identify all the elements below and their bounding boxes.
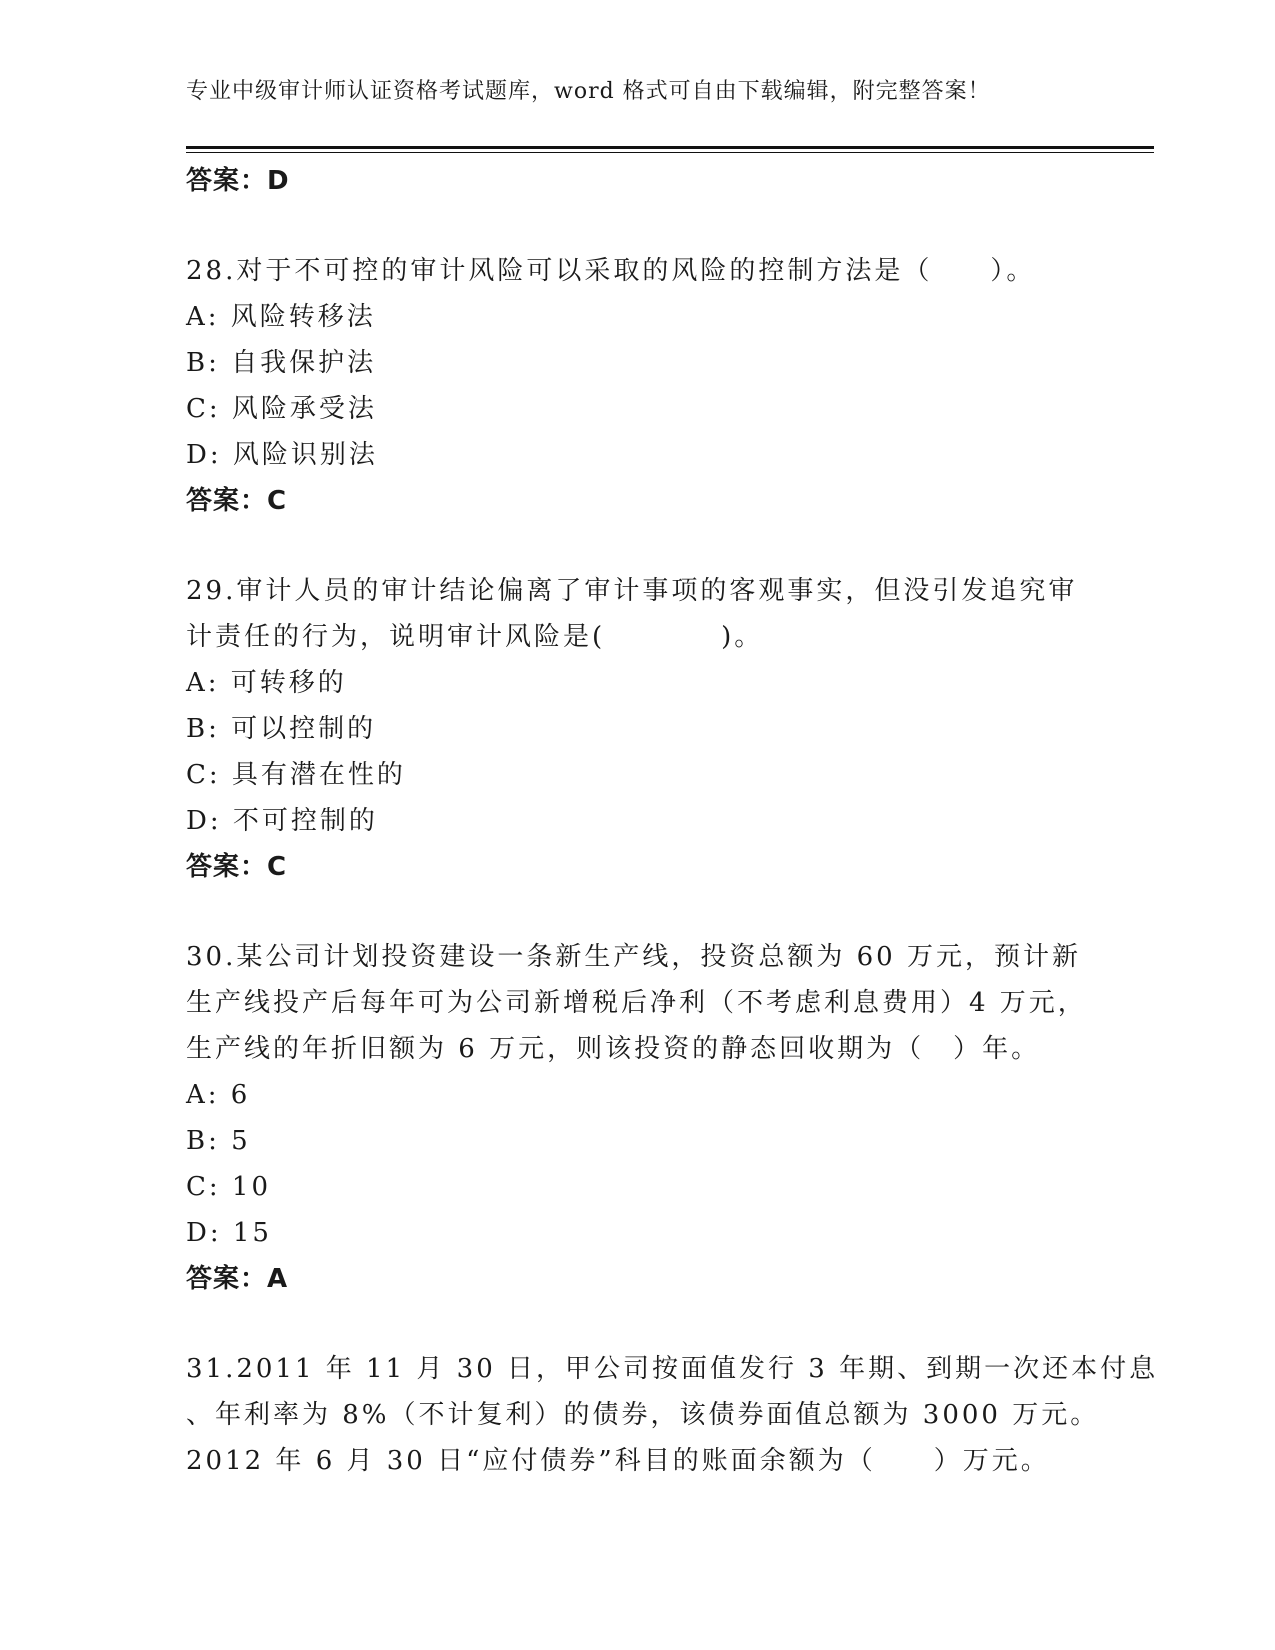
question-text: 31.2011 年 11 月 30 日，甲公司按面值发行 3 年期、到期一次还本付息 xyxy=(186,1354,1159,1384)
answer-line: 答案：D xyxy=(186,166,290,196)
option-d: D: 风险识别法 xyxy=(186,440,378,470)
header-rule-thin xyxy=(186,152,1154,153)
question-text: 28.对于不可控的审计风险可以采取的风险的控制方法是（ ）。 xyxy=(186,256,1036,286)
page-header: 专业中级审计师认证资格考试题库，word 格式可自由下载编辑，附完整答案！ xyxy=(186,79,991,104)
question-text: 30.某公司计划投资建设一条新生产线，投资总额为 60 万元，预计新 xyxy=(186,942,1081,972)
option-b: B: 5 xyxy=(186,1126,251,1156)
option-b: B: 自我保护法 xyxy=(186,348,377,378)
question-28 xyxy=(186,248,1086,524)
option-a: A: 可转移的 xyxy=(186,668,347,698)
question-text: 2012 年 6 月 30 日“应付债券”科目的账面余额为（ ）万元。 xyxy=(186,1446,1050,1476)
option-c: C: 具有潜在性的 xyxy=(186,760,406,790)
option-b: B: 可以控制的 xyxy=(186,714,377,744)
option-c: C: 10 xyxy=(186,1172,272,1202)
question-text: 计责任的行为，说明审计风险是( )。 xyxy=(186,622,764,652)
answer-line: 答案：C xyxy=(186,852,288,882)
option-a: A: 风险转移法 xyxy=(186,302,376,332)
question-text: 生产线的年折旧额为 6 万元，则该投资的静态回收期为（ ）年。 xyxy=(186,1034,1041,1064)
answer-line: 答案：A xyxy=(186,1264,289,1294)
option-a: A: 6 xyxy=(186,1080,251,1110)
question-text: 生产线投产后每年可为公司新增税后净利（不考虑利息费用）4 万元， xyxy=(186,988,1087,1018)
header-rule-thick xyxy=(186,146,1154,149)
document-body xyxy=(186,158,1159,1484)
answer-line: 答案：C xyxy=(186,486,288,516)
question-30 xyxy=(186,934,1086,1302)
option-d: D: 不可控制的 xyxy=(186,806,378,836)
option-d: D: 15 xyxy=(186,1218,272,1248)
question-31 xyxy=(186,1346,1159,1484)
question-text: 29.审计人员的审计结论偏离了审计事项的客观事实，但没引发追究审 xyxy=(186,576,1078,606)
question-29 xyxy=(186,568,1086,890)
question-text: 、年利率为 8%（不计复利）的债券，该债券面值总额为 3000 万元。 xyxy=(186,1400,1100,1430)
option-c: C: 风险承受法 xyxy=(186,394,377,424)
